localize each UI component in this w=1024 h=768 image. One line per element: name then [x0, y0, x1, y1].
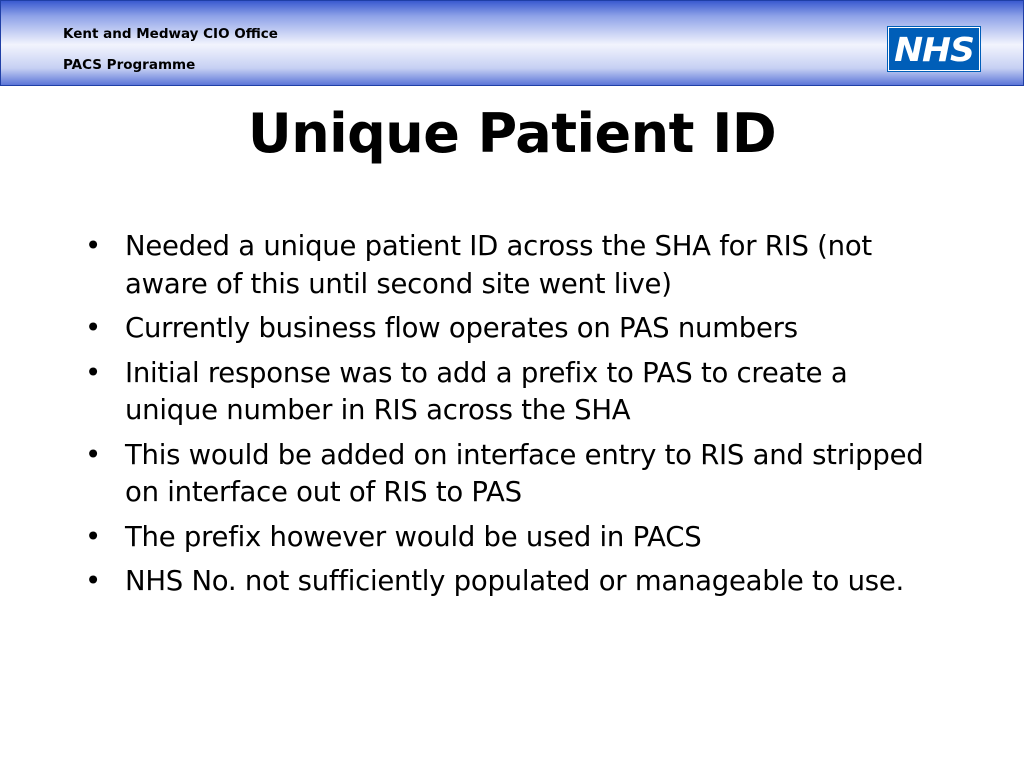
bullet-icon: •	[85, 438, 101, 471]
nhs-logo	[888, 27, 980, 71]
bullet-icon: •	[85, 565, 101, 597]
slide-title: Unique Patient ID	[247, 102, 777, 165]
bullet-list	[85, 228, 945, 608]
bullet-icon: •	[85, 312, 101, 344]
header-band	[0, 0, 1024, 86]
bullet-item	[85, 355, 945, 430]
bullet-text: Needed a unique patient ID across the SHA for RIS (not aware of this until second site went live)	[125, 230, 872, 300]
bullet-icon: •	[85, 520, 101, 553]
programme-name: PACS Programme	[63, 57, 196, 73]
bullet-text: The prefix however would be used in PACS	[125, 520, 702, 553]
bullet-text: NHS No. not sufficiently populated or manageable to use.	[125, 565, 905, 597]
bullet-item	[85, 228, 945, 303]
bullet-item	[85, 519, 945, 557]
bullet-item	[85, 563, 945, 601]
bullet-text: Initial response was to add a prefix to PAS to create a unique number in RIS across the SHA	[125, 356, 848, 426]
bullet-text: Currently business flow operates on PAS numbers	[125, 312, 798, 344]
bullet-item	[85, 310, 945, 348]
nhs-logo-text: NHS	[894, 29, 974, 69]
bullet-text: This would be added on interface entry to RIS and stripped on interface out of RIS to PAS	[125, 438, 924, 508]
bullet-item	[85, 437, 945, 512]
bullet-icon: •	[85, 230, 101, 262]
org-name: Kent and Medway CIO Office	[63, 26, 278, 42]
bullet-icon: •	[85, 356, 101, 389]
